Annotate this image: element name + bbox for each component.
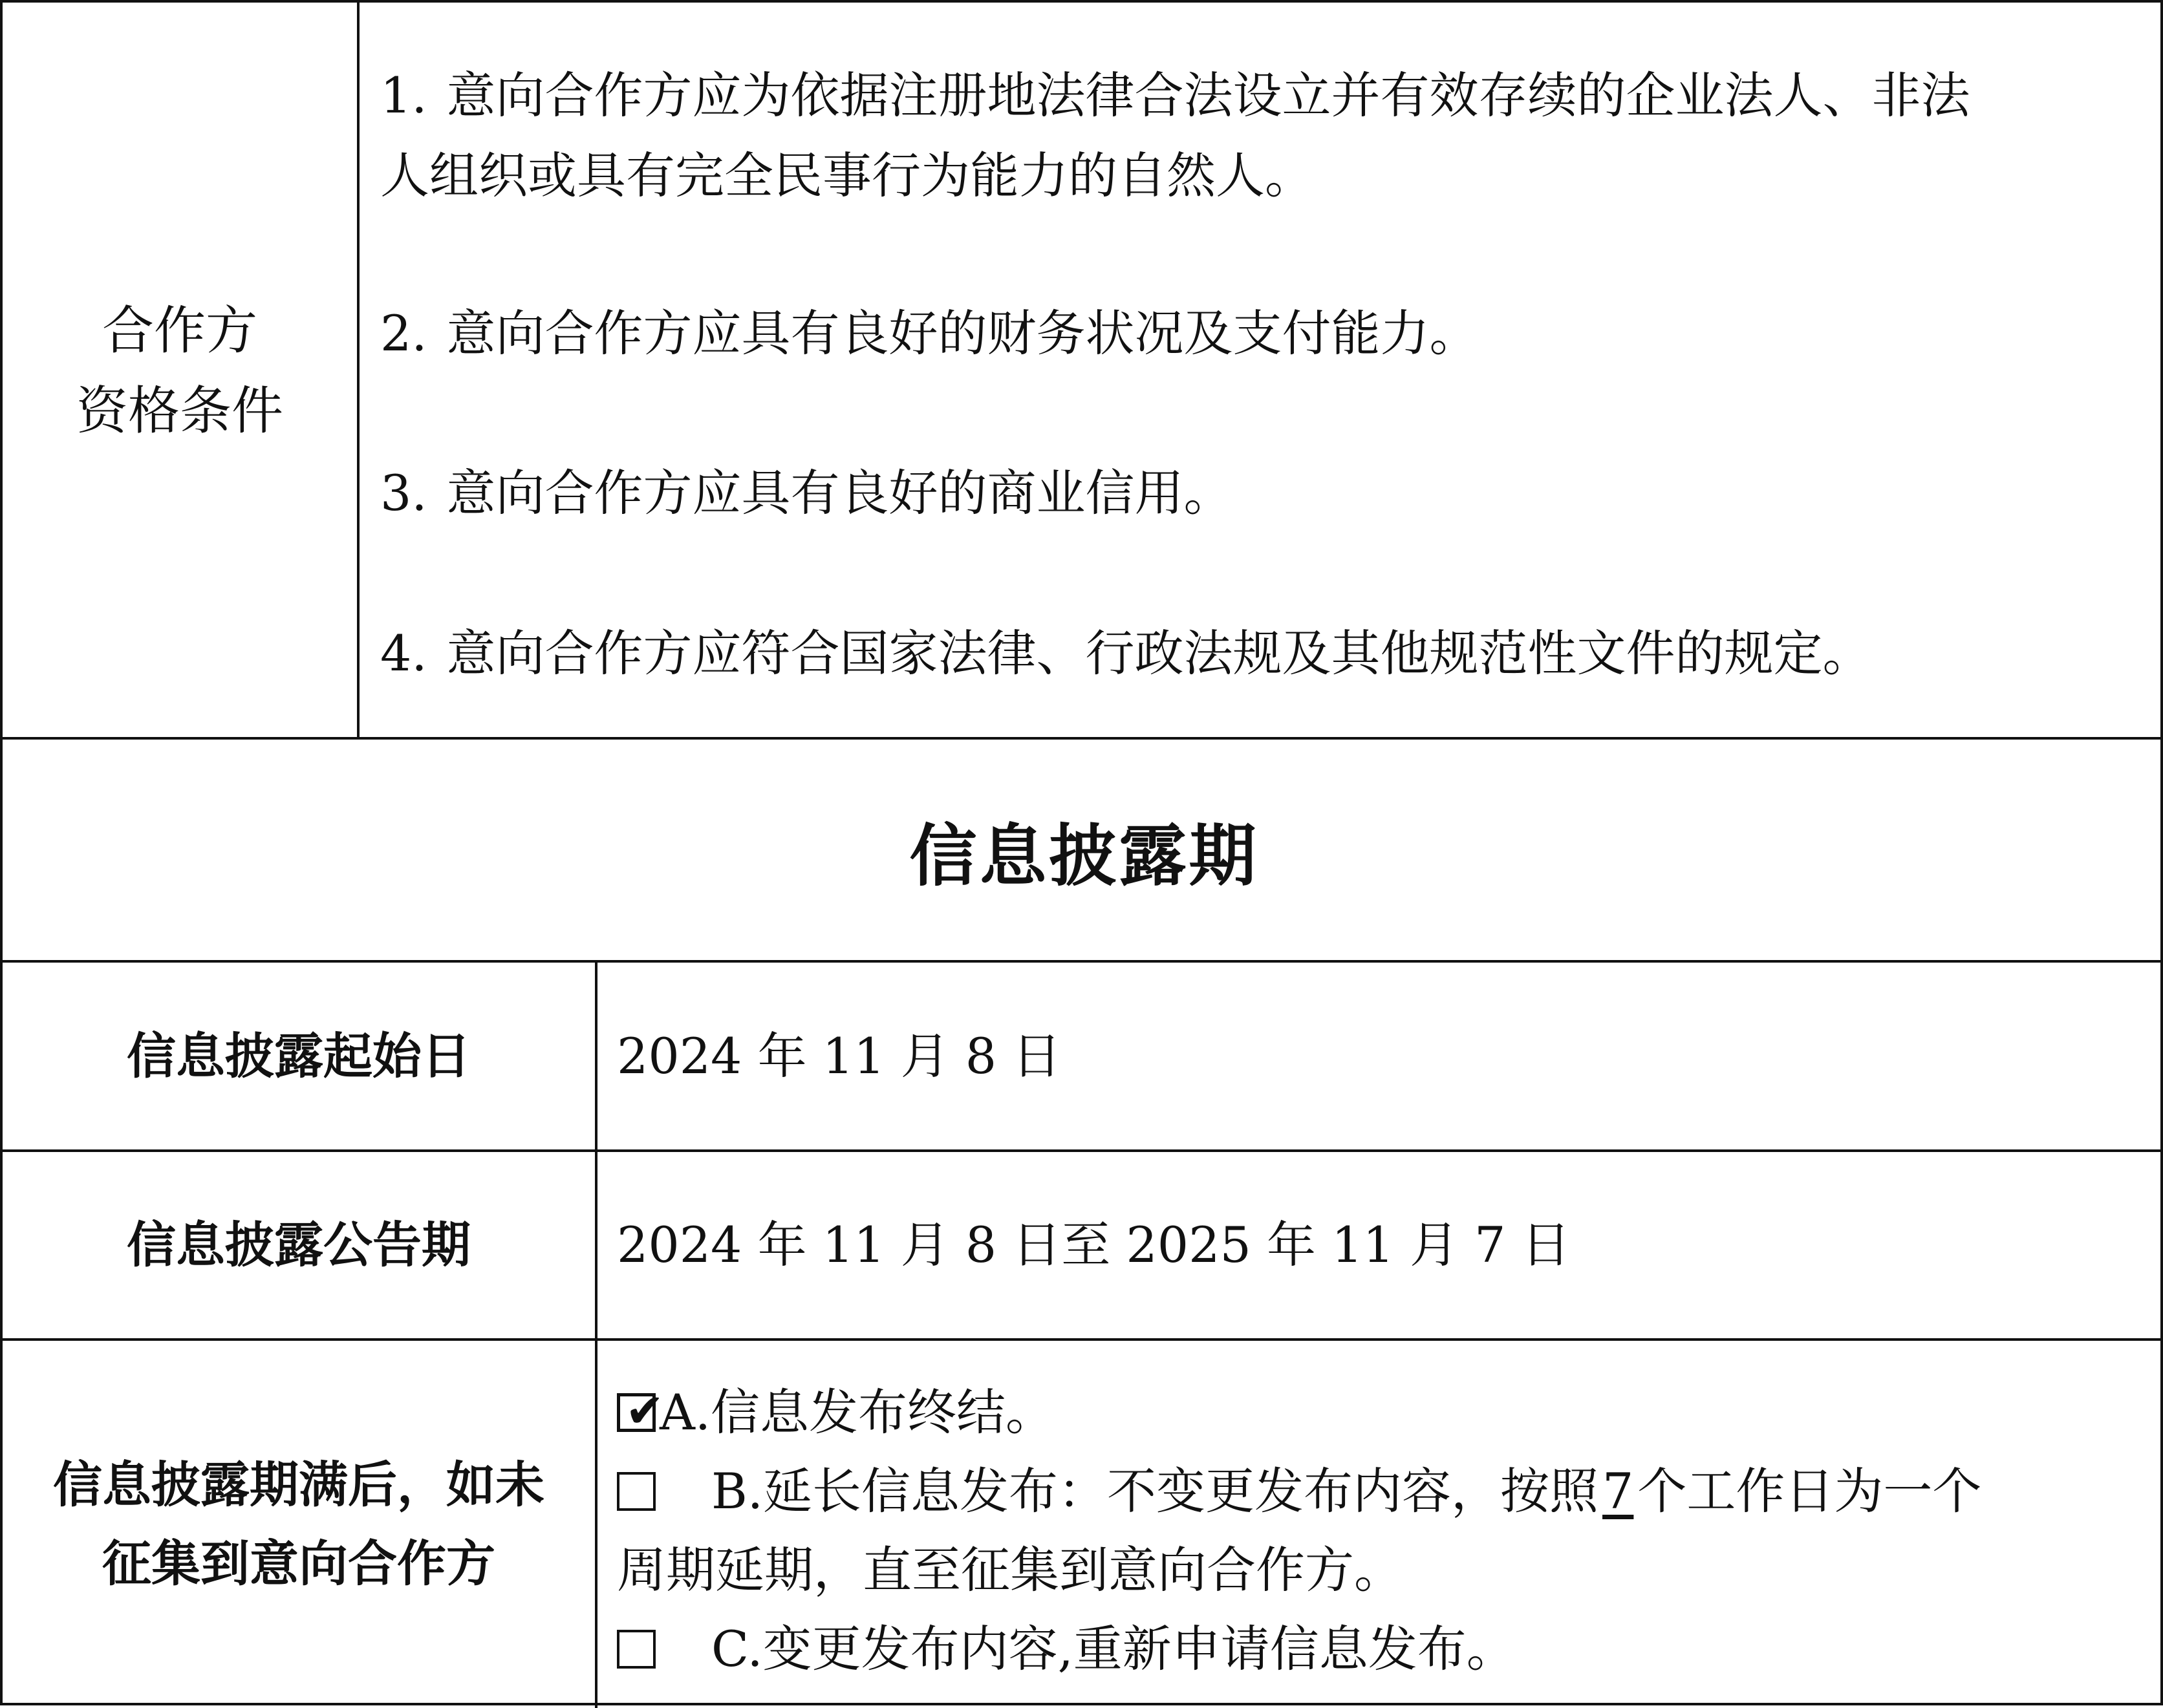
qualification-item [380, 453, 2152, 533]
expiry-options [617, 1373, 2156, 1689]
qualification-content [380, 3, 2152, 740]
qualification-section [3, 3, 2163, 740]
qualification-label-line2: 资格条件 [76, 381, 283, 441]
qualification-item [380, 614, 2152, 694]
item-number: 3. [380, 464, 427, 522]
checkbox-empty-icon[interactable] [617, 1472, 656, 1511]
disclosure-expiry-label [3, 1341, 597, 1708]
option-a-text: A.信息发布终结。 [660, 1383, 1055, 1441]
disclosure-period-value: 2024 年 11 月 8 日至 2025 年 11 月 7 日 [617, 1216, 1571, 1274]
checkbox-checked-icon[interactable] [617, 1383, 665, 1438]
qualification-label-line1: 合作方 [102, 301, 257, 361]
option-b-text-after: 个工作日为一个 [1637, 1462, 1982, 1520]
item-number: 1. [380, 67, 427, 124]
qualification-label-cell [3, 3, 360, 740]
option-b [617, 1452, 2156, 1531]
expiry-label-line2: 征集到意向合作方 [102, 1535, 495, 1592]
disclosure-start-label: 信息披露起始日 [3, 963, 597, 1149]
section-heading-row [3, 740, 2163, 963]
checkmark-icon: ✔ [625, 1383, 665, 1438]
item-number: 4. [380, 624, 427, 682]
option-b-continued: 周期延期，直至征集到意向合作方。 [617, 1541, 1403, 1599]
qualification-item [380, 56, 2152, 216]
qualification-label [76, 291, 283, 451]
item-number: 2. [380, 304, 427, 362]
checkbox-empty-icon[interactable] [617, 1630, 656, 1669]
disclosure-expiry-row [3, 1341, 2163, 1708]
item-text-continued: 人组织或具有完全民事行为能力的自然人。 [380, 147, 1314, 204]
option-b-days: 7 [1602, 1462, 1634, 1520]
item-text: 意向合作方应具有良好的财务状况及支付能力。 [446, 304, 1479, 362]
disclosure-start-value: 2024 年 11 月 8 日 [617, 1027, 1062, 1085]
item-text: 意向合作方应具有良好的商业信用。 [446, 464, 1233, 522]
item-text: 意向合作方应为依据注册地法律合法设立并有效存续的企业法人、非法 [446, 67, 1970, 124]
expiry-label-line1: 信息披露期满后，如未 [53, 1456, 544, 1513]
disclosure-start-row [3, 963, 2163, 1152]
disclosure-period-label: 信息披露公告期 [3, 1152, 597, 1338]
disclosure-period-row [3, 1152, 2163, 1341]
item-text: 意向合作方应符合国家法律、行政法规及其他规范性文件的规定。 [446, 624, 1872, 682]
option-c-text: C.变更发布内容,重新申请信息发布。 [711, 1620, 1516, 1678]
qualification-item [380, 294, 2152, 374]
option-c [617, 1610, 2156, 1689]
section-heading: 信息披露期 [909, 816, 1259, 895]
option-b-text: B.延长信息发布：不变更发布内容，按照 [711, 1462, 1599, 1520]
option-a [617, 1373, 2156, 1452]
